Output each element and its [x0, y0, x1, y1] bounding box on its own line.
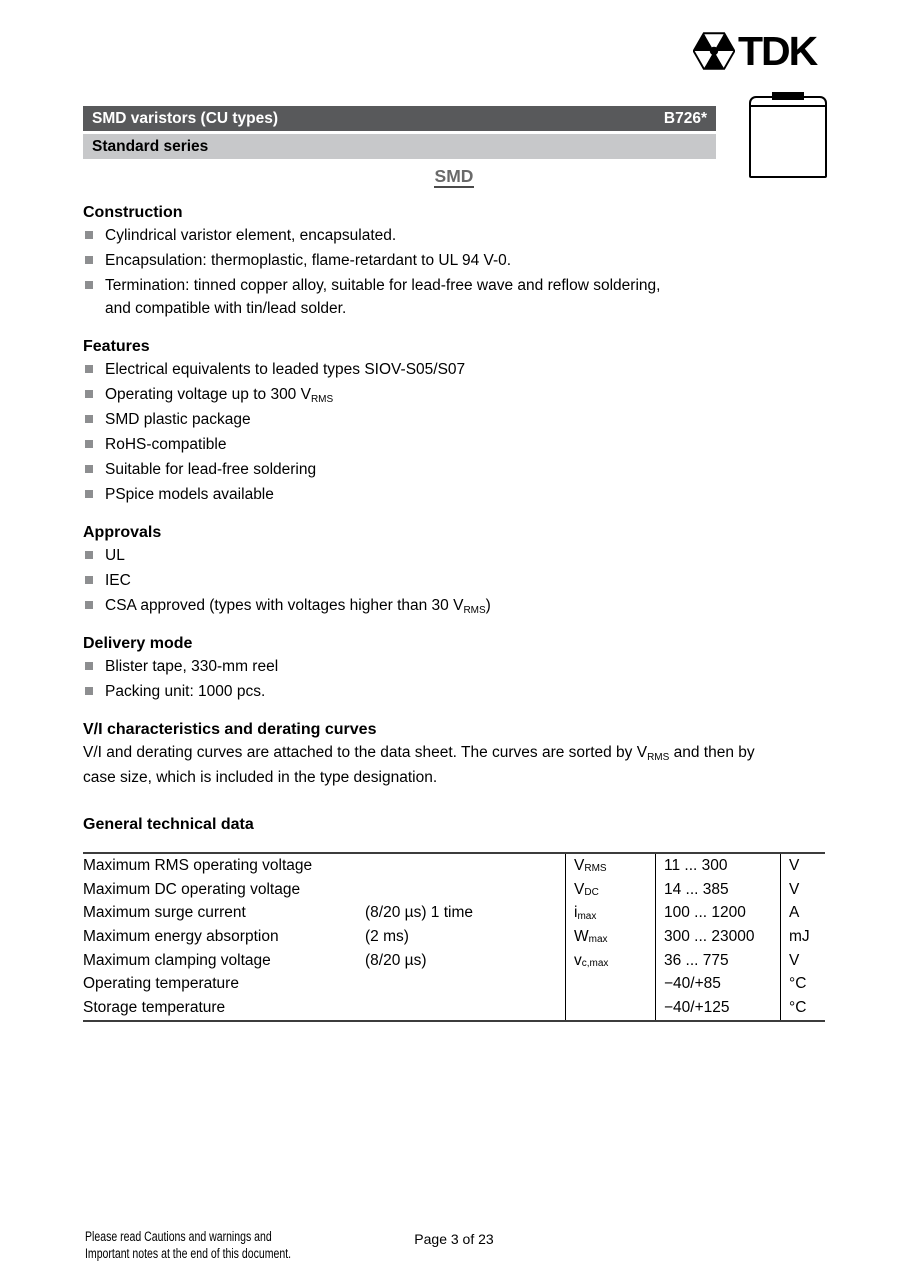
bullet-icon	[85, 551, 93, 559]
tdk-logo	[693, 30, 816, 72]
section-construction	[83, 201, 825, 322]
section-heading: Features	[83, 338, 150, 355]
bullet-icon	[85, 490, 93, 498]
list-item: Operating voltage up to 300 VRMS	[83, 383, 825, 408]
table-cell-condition: (8/20 µs)	[365, 951, 427, 969]
table-row	[83, 901, 825, 925]
page-number: Page 3 of 23	[414, 1231, 494, 1247]
table-cell-unit: V	[780, 854, 825, 878]
product-code: B726*	[663, 109, 707, 127]
table-cell-unit: mJ	[780, 925, 825, 949]
table-cell-param: Maximum clamping voltage	[83, 951, 271, 969]
table-cell-value: 36 ... 775	[655, 949, 780, 973]
footer-note-line1: Please read Cautions and warnings and	[85, 1229, 272, 1244]
table-row	[83, 878, 825, 902]
table-cell-unit: °C	[780, 996, 825, 1020]
bullet-icon	[85, 281, 93, 289]
section-heading: V/I characteristics and derating curves	[83, 721, 377, 738]
list-item: IEC	[83, 569, 825, 594]
bullet-icon	[85, 601, 93, 609]
table-cell-symbol: W max	[565, 925, 655, 949]
table-cell-unit: V	[780, 878, 825, 902]
table-cell-symbol	[565, 972, 655, 996]
table-row	[83, 949, 825, 973]
section-delivery-mode	[83, 632, 825, 705]
table-cell-unit: V	[780, 949, 825, 973]
bullet-icon	[85, 231, 93, 239]
table-cell-symbol: v c,max	[565, 949, 655, 973]
general-technical-data-heading: General technical data	[83, 816, 254, 833]
table-cell-symbol: V DC	[565, 878, 655, 902]
series-bar	[83, 134, 716, 159]
list-item: Encapsulation: thermoplastic, flame-retardant to UL 94 V-0.	[83, 249, 825, 274]
doc-title: SMD	[434, 166, 474, 186]
table-cell-symbol	[565, 996, 655, 1020]
footer-note-line2: Important notes at the end of this document.	[85, 1245, 292, 1261]
table-cell-unit: °C	[780, 972, 825, 996]
table-cell-param: Maximum surge current	[83, 904, 246, 922]
section-approvals	[83, 521, 825, 619]
table-cell-unit: A	[780, 901, 825, 925]
tdk-logo-mark-icon	[693, 30, 735, 72]
general-technical-data-table	[83, 852, 825, 1022]
bullet-icon	[85, 440, 93, 448]
table-cell-value: 11 ... 300	[655, 854, 780, 878]
table-cell-value: 100 ... 1200	[655, 901, 780, 925]
table-cell-symbol: V RMS	[565, 854, 655, 878]
list-item: Termination: tinned copper alloy, suitable for lead-free wave and reflow soldering, and compatible with tin/lead solder.	[83, 274, 825, 322]
bullet-icon	[85, 576, 93, 584]
table-cell-condition: (8/20 µs) 1 time	[365, 904, 473, 922]
table-cell-param: Maximum DC operating voltage	[83, 880, 301, 898]
table-cell-value: −40/+125	[655, 996, 780, 1020]
table-cell-condition	[365, 996, 565, 1020]
page-content	[83, 201, 825, 1022]
list-item: Cylindrical varistor element, encapsulated.	[83, 224, 825, 249]
table-cell-param: Storage temperature	[83, 998, 226, 1016]
section-features	[83, 335, 825, 508]
table-cell-condition	[365, 972, 565, 996]
bullet-icon	[85, 662, 93, 670]
table-row	[83, 925, 825, 949]
bullet-icon	[85, 687, 93, 695]
section-heading: Construction	[83, 204, 183, 221]
table-cell-param: Operating temperature	[83, 975, 239, 993]
table-cell-value: 14 ... 385	[655, 878, 780, 902]
table-row	[83, 972, 825, 996]
package-terminal-bar	[772, 92, 804, 100]
product-header-bar	[83, 106, 716, 131]
list-item: UL	[83, 544, 825, 569]
package-cap-line	[751, 105, 825, 107]
vi-paragraph: V/I and derating curves are attached to the data sheet. The curves are sorted by VRMS and then by case size, which is included in the type designation.	[83, 744, 755, 786]
list-item: RoHS-compatible	[83, 433, 825, 458]
table-cell-param: Maximum RMS operating voltage	[83, 856, 313, 874]
table-cell-symbol: i max	[565, 901, 655, 925]
table-cell-condition	[365, 854, 565, 878]
list-item: Blister tape, 330-mm reel	[83, 655, 825, 680]
series-title: Standard series	[92, 137, 209, 155]
list-item: PSpice models available	[83, 483, 825, 508]
section-heading: Approvals	[83, 524, 162, 541]
list-item: Suitable for lead-free soldering	[83, 458, 825, 483]
list-item: Packing unit: 1000 pcs.	[83, 680, 825, 705]
bullet-icon	[85, 390, 93, 398]
list-item: CSA approved (types with voltages higher than 30 VRMS)	[83, 594, 825, 619]
table-cell-value: 300 ... 23000	[655, 925, 780, 949]
list-item: Electrical equivalents to leaded types SIOV-S05/S07	[83, 358, 825, 383]
tdk-logo-text: TDK	[738, 28, 817, 74]
section-heading: Delivery mode	[83, 635, 193, 652]
product-header-title: SMD varistors (CU types)	[92, 109, 279, 127]
section-vi-characteristics	[83, 718, 825, 789]
table-cell-param: Maximum energy absorption	[83, 927, 279, 945]
table-row	[83, 854, 825, 878]
table-cell-condition: (2 ms)	[365, 927, 409, 945]
bullet-icon	[85, 415, 93, 423]
table-row	[83, 996, 825, 1020]
bullet-icon	[85, 256, 93, 264]
table-cell-value: −40/+85	[655, 972, 780, 996]
list-item: SMD plastic package	[83, 408, 825, 433]
bullet-icon	[85, 465, 93, 473]
table-cell-condition	[365, 878, 565, 902]
bullet-icon	[85, 365, 93, 373]
